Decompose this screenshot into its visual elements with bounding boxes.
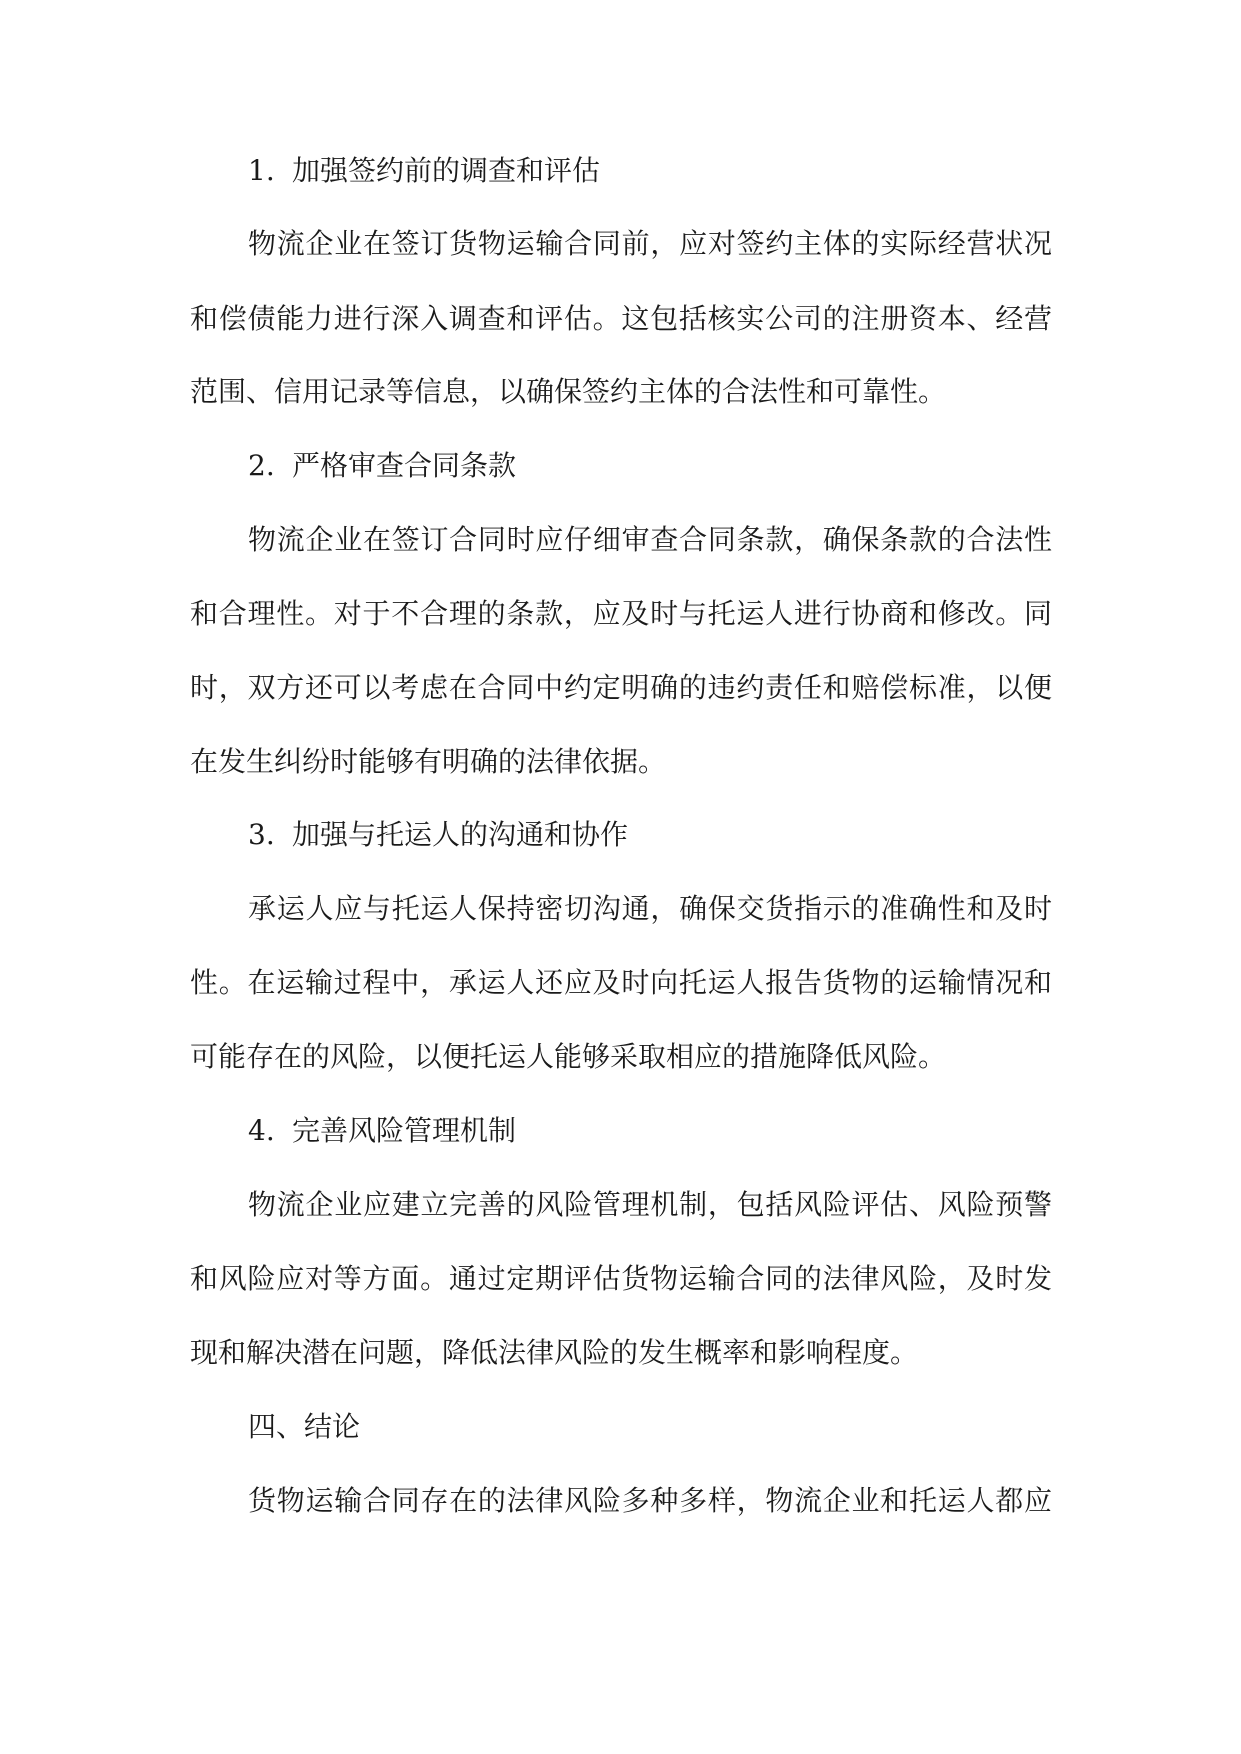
section-heading [248, 1407, 1052, 1447]
paragraph-line: 时，双方还可以考虑在合同中约定明确的违约责任和赔偿标准，以便 [190, 671, 1052, 704]
paragraph-line: 在发生纠纷时能够有明确的法律依据。 [190, 745, 667, 778]
paragraph-line: 物流企业在签订合同时应仔细审查合同条款，确保条款的合法性 [248, 523, 1052, 556]
section-heading [248, 446, 1052, 486]
heading-number: 1. [248, 154, 275, 187]
paragraph-line: 货物运输合同存在的法律风险多种多样，物流企业和托运人都应 [248, 1484, 1052, 1517]
heading-text: 完善风险管理机制 [292, 1114, 517, 1147]
paragraph-line: 可能存在的风险，以便托运人能够采取相应的措施降低风险。 [190, 1040, 947, 1073]
section-heading [248, 815, 1052, 855]
heading-text: 加强与托运人的沟通和协作 [292, 818, 629, 851]
paragraph-line: 承运人应与托运人保持密切沟通，确保交货指示的准确性和及时 [248, 892, 1052, 925]
section-heading [248, 1111, 1052, 1151]
paragraph-line: 和合理性。对于不合理的条款，应及时与托运人进行协商和修改。同 [190, 597, 1052, 630]
heading-text: 加强签约前的调查和评估 [292, 154, 601, 187]
paragraph-line: 性。在运输过程中，承运人还应及时向托运人报告货物的运输情况和 [190, 966, 1052, 999]
paragraph-line: 范围、信用记录等信息，以确保签约主体的合法性和可靠性。 [190, 375, 947, 408]
heading-text: 严格审查合同条款 [292, 449, 517, 482]
paragraph-line: 现和解决潜在问题，降低法律风险的发生概率和影响程度。 [190, 1336, 919, 1369]
section-heading [248, 151, 1052, 191]
heading-number: 2. [248, 449, 275, 482]
heading-number: 4. [248, 1114, 275, 1147]
heading-number: 3. [248, 818, 275, 851]
paragraph-line: 物流企业在签订货物运输合同前，应对签约主体的实际经营状况 [248, 227, 1052, 260]
heading-text: 四、结论 [248, 1410, 361, 1443]
paragraph-line: 和偿债能力进行深入调查和评估。这包括核实公司的注册资本、经营 [190, 302, 1052, 335]
paragraph-line: 物流企业应建立完善的风险管理机制，包括风险评估、风险预警 [248, 1188, 1052, 1221]
paragraph-line: 和风险应对等方面。通过定期评估货物运输合同的法律风险，及时发 [190, 1262, 1052, 1295]
